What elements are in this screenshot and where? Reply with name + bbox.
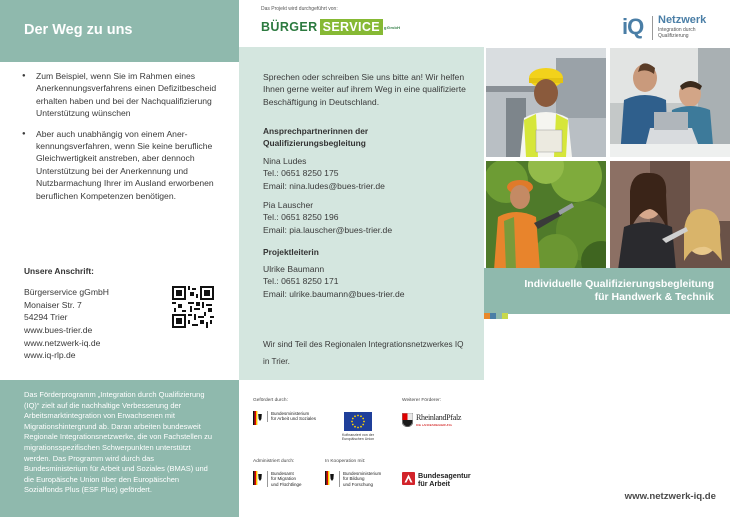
bullet-item: ● Zum Beispiel, wenn Sie im Rahmen eines Anerkennungsverfahrens einen Defizitbescheid erhalten haben und bei der Nachqualifizierung Unterstützung wünschen (20, 70, 225, 120)
bmas-logo (267, 411, 316, 422)
website-links (24, 324, 100, 362)
contact-block (263, 155, 385, 192)
section-title: Der Weg zu uns (24, 22, 133, 38)
bullet-item: ● Aber auch unabhängig von einem Anerkennungsverfahren, wenn Sie keine berufliche Gleichwertigkeit anstreben, aber dennoch Unterstützung bei der Anerkennung und Nutzbarmachung Ihrer im Ausland erworbenen beruflichen Kompetenzen benötigen. (20, 128, 225, 202)
contact-name: Pia Lauscher (263, 200, 314, 210)
headline-line: Individuelle Qualifizierungsbegleitung (524, 278, 714, 290)
program-info-text: Das Förderprogramm „Integration durch Qualifizierung (IQ)“ zielt auf die nachhaltige Verbesserung der Arbeitsmarktintegration von Erwachsenen mit Migrationshintergrund ab. Daran arbeiten bundesweit Regionale Integrationsnetzwerke, die von Fachstellen zu migrationsspezifischen Schwerpunkten unterstützt werden. Das Programm wird durch das Bundesministerium für Arbeit und Soziales (BMAS) und die Europäische Union über den Europäischen Sozialfonds Plus (ESF Plus) gefördert. (24, 390, 213, 495)
contacts-heading: Ansprechpartnerinnen der Qualifizierungsbegleitung (263, 126, 369, 149)
photo-construction-worker (486, 48, 606, 157)
lead-heading: Projektleiterin (263, 247, 319, 257)
address-line: Monaiser Str. 7 (24, 299, 82, 310)
bullet-list (20, 70, 225, 210)
rlp-crest-icon (402, 413, 413, 427)
bamf-line: Bundesamt (271, 471, 294, 476)
iq-name: Netzwerk (658, 14, 707, 26)
executed-by-note: Das Projekt wird durchgeführt von: (261, 6, 338, 12)
left-header (0, 0, 239, 62)
program-info-box (0, 380, 239, 517)
bmbf-logo (339, 471, 381, 487)
iq-subtitle-line: Integration durch (658, 27, 696, 33)
rlp-subtitle: DIE LANDESREGIERUNG (416, 423, 453, 427)
logo-divider (652, 16, 653, 40)
bundesagentur-logo (418, 472, 471, 488)
bmbf-line: Bundesministerium (343, 471, 382, 476)
headline-line: für Handwerk & Technik (594, 291, 714, 303)
network-membership-text: Wir sind Teil des Regionalen Integrationsnetzwerkes IQ in Trier. (263, 340, 464, 366)
address-line: Bürgerservice gGmbH (24, 287, 110, 297)
administered-by-label: Administriert durch: (253, 459, 295, 464)
contact-name: Nina Ludes (263, 156, 307, 166)
bamf-line: und Flüchtlinge (271, 481, 302, 487)
cooperation-label: In Kooperation mit: (325, 459, 366, 464)
rlp-name: RheinlandPfalz (416, 413, 462, 422)
contact-phone[interactable]: Tel.: 0651 8250 171 (263, 276, 339, 287)
bamf-line: für Migration (271, 476, 297, 482)
photo-hairdresser (610, 161, 730, 270)
contact-intro: Sprechen oder schreiben Sie uns bitte an! Wir helfen Ihnen gerne weiter auf ihrem Weg in eine qualifizierte Beschäftigung in Deutschland. (263, 72, 466, 107)
iq-subtitle (658, 27, 718, 39)
ba-line: Bundesagentur (418, 471, 471, 480)
contact-email[interactable]: Email: ulrike.baumann@bues-trier.de (263, 288, 405, 299)
link-iq-rlp[interactable]: www.iq-rlp.de (24, 350, 76, 360)
logo-text-part: SERVICE (320, 19, 383, 35)
bmas-line: Bundesministerium (271, 411, 310, 416)
rlp-logo (402, 413, 472, 431)
bmbf-line: für Bildung (343, 476, 365, 482)
contact-email[interactable]: Email: nina.ludes@bues-trier.de (263, 180, 385, 191)
contact-phone[interactable]: Tel.: 0651 8250 175 (263, 168, 339, 179)
website-footer-link[interactable]: www.netzwerk-iq.de (624, 491, 716, 502)
bmbf-line: und Forschung (343, 481, 374, 487)
iq-subtitle-line: Qualifizierung (658, 33, 689, 39)
buergerservice-logo (261, 20, 400, 34)
logo-text-part: gGmbH (384, 25, 401, 31)
bamf-logo (267, 471, 302, 487)
funding-logos (239, 380, 484, 517)
eu-caption (338, 433, 378, 441)
right-panel (484, 0, 730, 517)
eu-caption-line: Kofinanziert von der (342, 433, 374, 437)
federal-eagle-icon (325, 471, 334, 485)
contact-email[interactable]: Email: pia.lauscher@bues-trier.de (263, 224, 393, 235)
contact-name: Ulrike Baumann (263, 264, 325, 274)
bundesagentur-icon (402, 472, 415, 485)
bmas-line: für Arbeit und Soziales (271, 416, 317, 422)
contact-block (263, 263, 405, 300)
stripe-lime (502, 313, 508, 319)
flyer-headline (524, 278, 714, 304)
middle-header (239, 0, 484, 47)
federal-eagle-icon (253, 471, 262, 485)
address-block (24, 286, 109, 324)
qr-code-icon[interactable] (172, 286, 214, 328)
ba-line: für Arbeit (418, 478, 451, 488)
eu-caption-line: Europäischen Union (341, 437, 375, 442)
eu-flag-icon (344, 412, 372, 431)
color-stripes (484, 306, 508, 312)
contact-block (263, 199, 392, 236)
logo-text-part: BÜRGER (261, 20, 318, 34)
address-line: 54294 Trier (24, 312, 68, 322)
address-heading: Unsere Anschrift: (24, 266, 94, 276)
funded-by-label: Gefördert durch: (253, 398, 288, 403)
middle-panel (239, 0, 484, 517)
iq-mark: iQ (622, 14, 644, 39)
photo-gardener (486, 161, 606, 270)
link-bues[interactable]: www.bues-trier.de (24, 325, 93, 335)
contact-panel (239, 47, 484, 380)
left-panel (0, 0, 239, 517)
headline-band (484, 268, 730, 314)
contact-phone[interactable]: Tel.: 0651 8250 196 (263, 212, 339, 223)
photo-training-laptop (610, 48, 730, 157)
federal-eagle-icon (253, 411, 262, 425)
further-funder-label: Weiterer Förderer: (402, 398, 442, 403)
link-netzwerk-iq[interactable]: www.netzwerk-iq.de (24, 337, 101, 348)
